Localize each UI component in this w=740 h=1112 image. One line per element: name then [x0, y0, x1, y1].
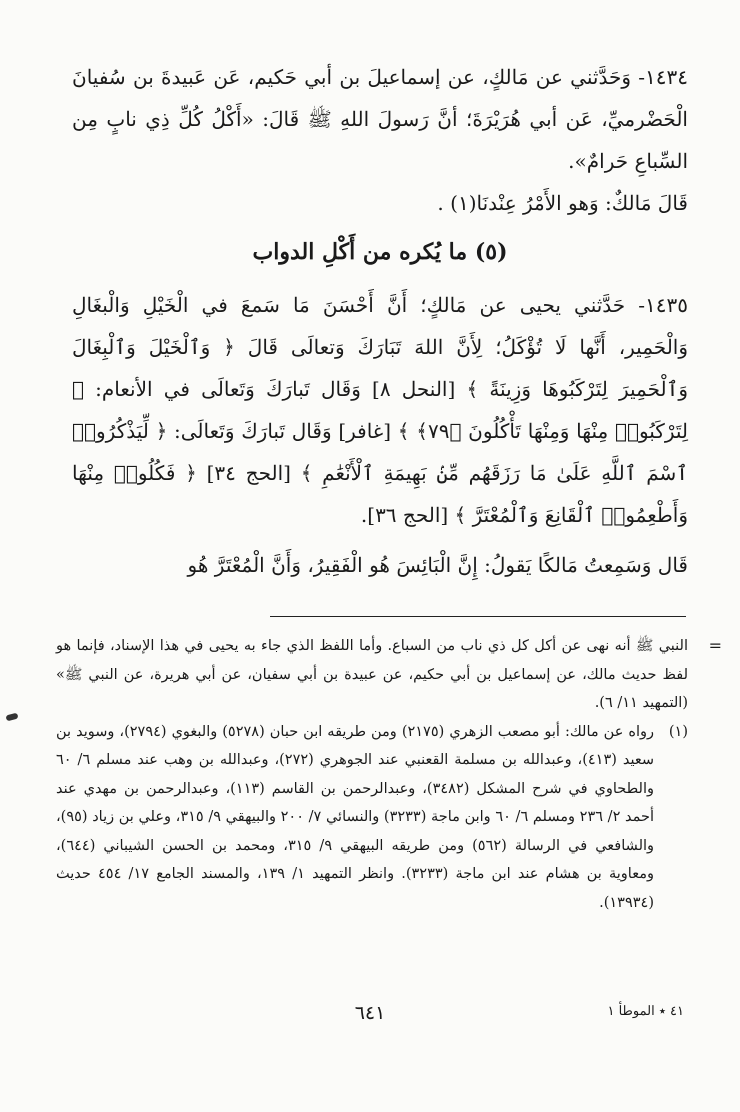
- spacer: [72, 536, 688, 544]
- malik-comment: قَالَ مَالكٌ: وَهو الأَمْرُ عِنْدنَا(١) .: [437, 191, 688, 215]
- hadith-1434: ١٤٣٤- وَحَدَّثني عن مَالكٍ، عن إسماعيلَ بن أبي حَكيم، عَن عَبيدةَ بن سُفيانَ الْحَضْرميِّ، عَن أبي هُرَيْرَةَ؛ أنَّ رَسولَ اللهِ ﷺ قَالَ: «أَكْلُ كُلِّ ذِي نابٍ مِن السِّباعِ حَرامٌ».: [72, 65, 688, 173]
- printer-signature: ٤١ ٭ الموطأ ١: [607, 1004, 684, 1019]
- footnote-1: [56, 718, 688, 918]
- chapter-heading: (٥) ما يُكره من أَكْلِ الدواب: [252, 239, 508, 265]
- footnote-continuation: [56, 632, 722, 718]
- page-number: ٦٤١: [354, 1002, 386, 1024]
- main-text: [72, 56, 688, 586]
- footnote-separator: [270, 616, 686, 617]
- scan-mark: [5, 713, 18, 722]
- footnote-number: (١): [668, 723, 688, 740]
- footnote-text: رواه عن مالك: أبو مصعب الزهري (٢١٧٥) ومن طريقه ابن حبان (٥٢٧٨) والبغوي (٢٧٩٤)، وسويد بن سعيد (٤١٣)، وعبدالله بن مسلمة القعنبي عند الجوهري (٢٧٢)، وعبدالله بن وهب عند مسلم ٦/ ٦٠ والطحاوي في شرح المشكل (٣٤٨٢)، وعبدالرحمن بن القاسم (١١٣)، وعبدالرحمن بن مهدي عند أحمد ٢/ ٢٣٦ ومسلم ٦/ ٦٠ وابن ماجة (٣٢٣٣) والنسائي ٧/ ٢٠٠ والبيهقي ٩/ ٣١٥، وعلي بن زياد (٩٥)، والشافعي في الرسالة (٥٦٢) ومن طريقه البيهقي ٩/ ٣١٥، ومحمد بن الحسن الشيباني (٦٤٤)، ومعاوية بن هشام عند ابن ماجة (٣٢٣٣). وانظر التمهيد ١/ ١٣٩، والمسند الجامع ١٧/ ٤٥٤ حديث (١٣٩٣٤).: [56, 723, 655, 911]
- footnotes: [56, 632, 722, 917]
- continuation-text: النبي ﷺ أنه نهى عن أكل كل ذي ناب من السباع. وأما اللفظ الذي جاء به يحيى في هذا الإسناد، فإنما هو لفظ حديث مالك، عن إسماعيل بن أبي حكيم، عن عبيدة بن أبي سفيان، عن أبي هريرة، عن النبي ﷺ» (التمهيد ١١/ ٦).: [56, 638, 688, 711]
- hadith-1435: ١٤٣٥- حَدَّثني يحيى عن مَالكٍ؛ أَنَّ أَحْسَنَ مَا سَمعَ في الْخَيْلِ وَالْبغَالِ وَالْحَمِير، أَنَّها لَا تُؤْكَلُ؛ لِأَنَّ اللهَ تَبَارَكَ وَتعالَى قَالَ ﴿ وَٱلْخَيْلَ وَٱلْبِغَالَ وَٱلْحَمِيرَ لِتَرْكَبُوهَا وَزِينَةً ﴾ [النحل ٨] وَقَال تَبارَكَ وَتَعالَى في الأنعام: ﴿ لِتَرْكَبُوا۟ مِنْهَا وَمِنْهَا تَأْكُلُونَ ﴿٧٩﴾ ﴾ [غافر] وَقَال تَبارَكَ وَتَعالَى: ﴿ لِّيَذْكُرُوا۟ ٱسْمَ ٱللَّهِ عَلَىٰ مَا رَزَقَهُم مِّنۢ بَهِيمَةِ ٱلْأَنْعَٰمِ ﴾ [الحج ٣٤] ﴿ فَكُلُوا۟ مِنْهَا وَأَطْعِمُوا۟ ٱلْقَانِعَ وَٱلْمُعْتَرَّ ﴾ [الحج ٣٦].: [72, 293, 689, 527]
- continuation-mark: =: [708, 636, 722, 655]
- malik-saying: قَال وَسَمِعتُ مَالكًا يَقولُ: إِنَّ الْبَائِسَ هُو الْفَقِيرُ، وَأَنَّ الْمُعْتَرَّ هُو: [187, 553, 688, 577]
